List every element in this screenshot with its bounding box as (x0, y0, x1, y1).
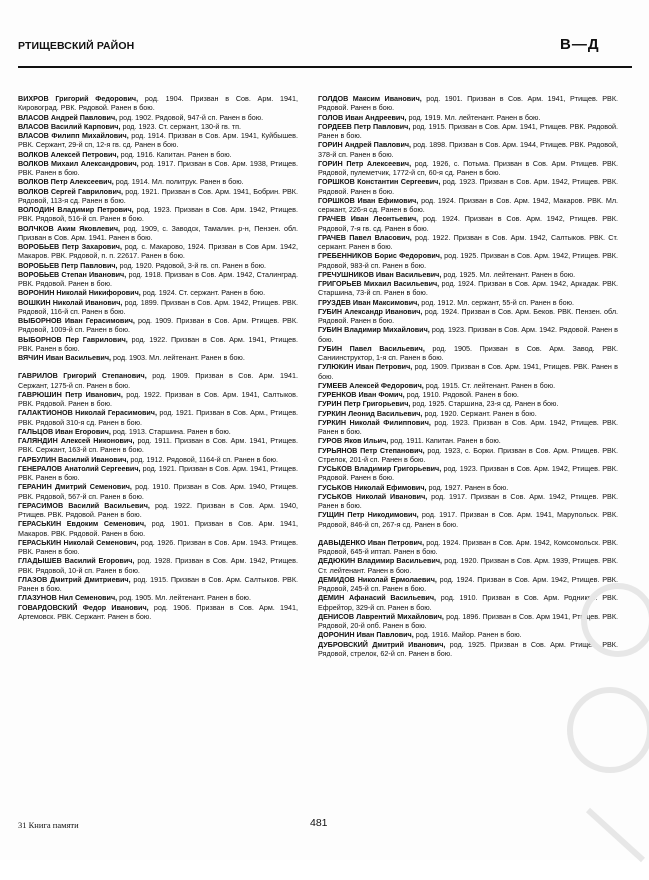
person-name: ГУБИН Павел Васильевич, (318, 343, 425, 353)
person-entry (318, 593, 618, 612)
person-details: род. 1925. Призван в Сов. Арм. 1942, Ртищев. РВК. Рядовой, 983-й сп. Ранен в бою. (318, 251, 618, 270)
person-entry (318, 538, 618, 557)
person-entry (18, 316, 298, 335)
left-column (18, 94, 298, 621)
person-details: род. 1923. Призван в Сов. Арм. 1942, Ртищев. РВК. Ранен в бою. (318, 417, 619, 436)
person-details: род. 1905. Призван в Сов. Арм. Завод. РВК. Саниинструктор, 1-я сп. Ранен в бою. (318, 343, 618, 362)
person-name: ДЕДЮКИН Владимир Васильевич, (318, 556, 443, 566)
person-details: род. 1914. Призван в Сов. Арм. 1941, Куйбышев. РВК. Сержант, 29-й сп, 12-я гв. сд. Ранен в бою. (18, 131, 298, 150)
person-entry (18, 371, 298, 390)
person-entry (18, 593, 298, 602)
person-entry (318, 556, 618, 575)
person-details: род. 1916. Капитан. Ранен в бою. (120, 149, 232, 159)
person-details: род. 1922. Призван в Сов. Арм. 1941, Салтыков. РВК. Рядовой. Ранен в бою. (18, 389, 298, 408)
person-entry (318, 492, 618, 511)
person-details: род. 1910. Призван в Сов. Арм. 1940, Ртищев. РВК. Рядовой, 567-й сп. Ранен в бою. (18, 482, 298, 501)
person-details: род. 1902. Рядовой, 947-й сп. Ранен в бою. (119, 112, 264, 122)
person-details: род. 1898. Призван в Сов. Арм. 1944, Ртищев. РВК. Рядовой, 378-й сп. Ранен в бою. (318, 140, 618, 159)
person-entry (318, 418, 618, 437)
person-entry (318, 612, 618, 631)
person-name: ГЛАЗУНОВ Нил Семенович, (18, 593, 118, 603)
person-name: ГЕРАСИМОВ Василий Васильевич, (18, 500, 150, 510)
person-entry (18, 501, 298, 520)
right-column (318, 94, 618, 658)
person-details: род. 1921. Призван в Сов. Арм. 1941, Бобрин. РВК. Рядовой, 113-я сд. Ранен в бою. (18, 186, 298, 205)
person-name: ДЕМИН Афанасий Васильевич, (318, 593, 436, 603)
person-name: ВЫБОРНОВ Пер Гаврилович, (18, 334, 128, 344)
section-gap (18, 362, 298, 371)
person-details: род. 1921. Призван в Сов. Арм., Ртищев. РВК. Рядовой 310-я сд. Ранен в бою. (18, 408, 299, 427)
person-entry (18, 187, 298, 206)
person-details: род. 1923. Призван в Сов. Арм. 1942, Ртищев. РВК. Рядовой. Ранен в бою. (318, 177, 619, 196)
person-entry (318, 279, 618, 298)
person-name: ГАВРИЛОВ Григорий Степанович, (18, 371, 147, 381)
person-details: род. 1905. Мл. лейтенант. Ранен в бою. (119, 593, 251, 603)
person-entry (318, 177, 618, 196)
person-entry (318, 446, 618, 465)
person-entry (18, 177, 298, 186)
person-details: род. 1911. Призван в Сов. Арм. 1941, Ртищев. РВК. Сержант, 163-й сп. Ранен в бою. (18, 436, 298, 455)
person-name: ДУБРОВСКИЙ Дмитрий Иванович, (318, 639, 446, 649)
person-name: ГЕРАСЬКИН Николай Семенович, (18, 537, 139, 547)
person-entry (318, 630, 618, 639)
person-entry (318, 251, 618, 270)
person-name: ГУБИН Владимир Михайлович, (318, 325, 430, 335)
person-details: род. 1926, с. Потьма. Призван в Сов. Арм. Ртищев. РВК. Рядовой, пулеметчик, 1772-й сп, 60-я сд. Ранен в бою. (318, 158, 618, 177)
person-name: ГОРШКОВ Иван Ефимович, (318, 195, 419, 205)
person-name: ГУСЬКОВ Николай Ефимович, (318, 482, 427, 492)
person-name: ГУРОВ Яков Ильич, (318, 436, 389, 446)
person-name: ДЕМИДОВ Николай Ермолаевич, (318, 574, 437, 584)
person-details: род. 1925. Мл. лейтенант. Ранен в бою. (443, 269, 576, 279)
person-details: род. 1909. Призван в Сов. Арм. 1941, Ртищев. РВК. Ранен в бою. (318, 362, 619, 381)
person-details: род. 1920. Сержант. Ранен в бою. (424, 408, 537, 418)
person-details: род. 1923. Призван в Сов. Арм. 1942, Ртищев. РВК. Рядовой. Ранен в бою. (318, 464, 618, 483)
person-name: ГРИГОРЬЕВ Михаил Васильевич, (318, 279, 440, 288)
person-entry (18, 94, 298, 113)
person-entry (318, 94, 618, 113)
person-entry (18, 427, 298, 436)
person-entry (318, 159, 618, 178)
person-name: ГРАЧЕВ Иван Леонтьевич, (318, 214, 419, 224)
person-name: ГОРИН Андрей Павлович, (318, 140, 412, 150)
person-details: род. 1915. Ст. лейтенант. Ранен в бою. (425, 380, 556, 390)
person-name: ГУРЬЯНОВ Петр Степанович, (318, 445, 425, 455)
person-entry (18, 519, 298, 538)
person-name: ГЛАЗОВ Дмитрий Дмитриевич, (18, 574, 131, 584)
person-details: род. 1919. Мл. лейтенант. Ранен в бою. (408, 112, 541, 122)
person-details: род. 1909, с. Заводск, Тамалин. р-н, Пензен. обл. Призван в Сов. Арм. 1941. Ранен в бою. (18, 223, 298, 242)
person-name: ГУЩИН Петр Никодимович, (318, 510, 419, 520)
person-name: ВОРОБЬЕВ Петр Павлович, (18, 260, 118, 270)
person-name: ГУМЕЕВ Алексей Федорович, (318, 380, 424, 390)
person-name: ВОЛКОВ Михаил Александрович, (18, 158, 139, 168)
person-details: род. 1920. Рядовой, 3-й гв. сп. Ранен в бою. (119, 260, 267, 270)
person-details: род. 1915. Призван в Сов. Арм. Салтыков. РВК. Ранен в бою. (18, 574, 299, 593)
person-entry (318, 233, 618, 252)
person-name: ГОРИН Петр Алексеевич, (318, 158, 412, 168)
person-entry (318, 464, 618, 483)
person-details: род. 1922. Призван в Сов. Арм. 1940, Ртищев. РВК. Рядовой. Ранен в бою. (18, 500, 298, 519)
person-details: род. 1915. Призван в Сов. Арм. 1941, Ртищев. РВК. Рядовой. Ранен в бою. (318, 121, 619, 140)
person-name: ГУРЕНКОВ Иван Фомич, (318, 390, 405, 399)
person-entry (18, 390, 298, 409)
person-name: ГАЛЬЦОВ Иван Егорович, (18, 426, 111, 436)
person-name: ГОЛДОВ Максим Иванович, (318, 94, 422, 103)
person-details: род. 1904. Призван в Сов. Арм. 1941, Кировоград. РВК. Рядовой. Ранен в бою. (18, 94, 299, 113)
person-name: ГРУЗДЕВ Иван Максимович, (318, 297, 420, 307)
person-name: ГОВАРДОВСКИЙ Федор Иванович, (18, 602, 149, 612)
person-entry (318, 270, 618, 279)
person-entry (318, 409, 618, 418)
person-details: род. 1901. Призван в Сов. Арм. 1941, Макаров. РВК. Рядовой. Ранен в бою. (18, 519, 299, 538)
person-entry (18, 436, 298, 455)
person-entry (318, 436, 618, 445)
person-entry (18, 455, 298, 464)
person-name: ВОЛКОВ Алексей Петрович, (18, 149, 119, 159)
person-name: ВОШКИН Николай Иванович, (18, 297, 123, 307)
person-details: род. 1924. Призван в Сов. Арм. 1942, Макаров. РВК. Мл. сержант, 226-я сд. Ранен в бою. (318, 195, 619, 214)
person-name: ВЛАСОВ Андрей Павлович, (18, 112, 118, 122)
person-entry (18, 159, 298, 178)
person-name: ГУСЬКОВ Владимир Григорьевич, (318, 464, 442, 473)
person-details: род. 1917. Призван в Сов. Арм. 1938, Ртищев. РВК. Ранен в бою. (18, 158, 298, 177)
person-details: род. 1926. Призван в Сов. Арм. 1943. Ртищев. РВК. Ранен в бою. (18, 537, 298, 556)
person-details: род. 1923. Призван в Сов. Арм. 1942. Рядовой. Ранен в бою. (318, 325, 618, 344)
person-name: ВЫБОРНОВ Иван Герасимович, (18, 316, 135, 325)
person-name: ВОРОБЬЕВ Петр Захарович, (18, 242, 122, 251)
person-entry (318, 399, 618, 408)
person-name: ГУБИН Александр Иванович, (318, 306, 423, 316)
person-entry (18, 408, 298, 427)
person-entry (318, 113, 618, 122)
person-details: род. 1910. Рядовой. Ранен в бою. (406, 390, 519, 399)
person-details: род. 1896. Призван в Сов. Арм 1941, Ртищев. РВК. Рядовой, 20-й опб. Ранен в бою. (318, 611, 619, 630)
person-entry (318, 196, 618, 215)
person-details: род. 1924. Призван в Сов. Арм. 1942, Ртищев. РВК. Рядовой, 7-я гв. сд. Ранен в бою. (318, 214, 618, 233)
book-series-label: 31 Книга памяти (18, 820, 79, 830)
person-entry (18, 298, 298, 317)
person-details: род. 1910. Призван в Сов. Арм. Родников. РВК. Ефрейтор, 329-й сп. Ранен в бою. (318, 593, 619, 612)
person-details: род. 1928. Призван в Сов. Арм. 1942, Ртищев. РВК. Рядовой, 10-й сп. Ранен в бою. (18, 556, 298, 575)
person-details: род. 1927. Ранен в бою. (428, 482, 509, 492)
person-name: ВЛАСОВ Василий Карпович, (18, 121, 121, 131)
person-entry (318, 390, 618, 399)
person-entry (318, 214, 618, 233)
person-details: род. 1923. Ст. сержант, 130-й гв. тп. (122, 121, 242, 131)
person-name: ГЕРАСЬКИН Евдоким Семенович, (18, 519, 147, 529)
person-details: род. 1909. Призван в Сов. Арм. Ртищев. РВК. Рядовой, 1009-й сп. Ранен в бою. (18, 316, 299, 335)
person-name: ГАВРЮШИН Петр Иванович, (18, 389, 123, 399)
person-entry (18, 131, 298, 150)
person-details: род. 1917. Призван в Сов. Арм. 1942, Ртищев. РВК. Ранен в бою. (318, 491, 618, 510)
person-entry (318, 362, 618, 381)
region-title: РТИЩЕВСКИЙ РАЙОН (18, 40, 135, 52)
person-name: ВОЛОДИН Владимир Петрович, (18, 205, 134, 214)
person-details: род. 1924. Призван в Сов. Арм. 1942, Комсомольск. РВК. Рядовой, 645-й иптап. Ранен в бою. (318, 537, 619, 556)
person-entry (18, 242, 298, 261)
person-name: ВОЛКОВ Петр Алексеевич, (18, 177, 114, 187)
person-details: род. 1921. Призван в Сов. Арм. 1941, Ртищев. РВК. Ранен в бою. (18, 463, 298, 482)
person-details: род. 1909. Призван в Сов. Арм. 1941. Сержант, 1275-й сп. Ранен в бою. (18, 371, 298, 390)
person-name: ДАВЫДЕНКО Иван Петрович, (318, 537, 425, 547)
person-details: род. 1924. Ст. сержант. Ранен в бою. (142, 288, 266, 298)
person-name: ГЕРАНИН Дмитрий Семенович, (18, 482, 132, 492)
person-name: ГЕНЕРАЛОВ Анатолий Сергеевич, (18, 463, 141, 473)
person-name: ГОРШКОВ Константин Сергеевич, (318, 177, 441, 187)
person-entry (18, 464, 298, 483)
person-entry (318, 510, 618, 529)
person-details: род. 1918. Призван в Сов. Арм. 1942, Сталинград. РВК. Рядовой. Ранен в бою. (18, 269, 298, 288)
person-name: ГУРКИН Леонид Васильевич, (318, 408, 423, 418)
person-name: ГРЕЧУШНИКОВ Иван Васильевич, (318, 269, 442, 279)
person-name: ГУСЬКОВ Николай Иванович, (318, 491, 428, 501)
person-details: род. 1924. Призван в Сов. Арм. Беков. РВК. Пензен. обл. Рядовой. Ранен в бою. (318, 306, 619, 325)
letter-range: В—Д (560, 36, 600, 53)
person-entry (318, 140, 618, 159)
person-entry (318, 307, 618, 326)
person-name: ВЯЧИН Иван Васильевич, (18, 353, 111, 362)
person-details: род. 1914. Мл. политрук. Ранен в бою. (115, 177, 244, 187)
person-entry (18, 261, 298, 270)
person-entry (18, 575, 298, 594)
person-name: ГАЛАКТИОНОВ Николай Герасимович, (18, 408, 157, 418)
person-name: ДОРОНИН Иван Павлович, (318, 630, 414, 640)
person-entry (18, 150, 298, 159)
person-details: род. 1925. Старшина, 23-я сд. Ранен в бою. (412, 399, 559, 409)
person-entry (18, 288, 298, 297)
person-entry (18, 603, 298, 622)
person-details: род. 1925. Призван в Сов. Арм. Ртищев. РВК. Рядовой, стрелок, 62-й сп. Ранен в бою. (318, 639, 618, 658)
person-details: род. 1923, с. Борки. Призван в Сов. Арм. Ртищев. РВК. Стрелок, 201-й сп. Ранен в бою. (318, 445, 618, 464)
person-details: род. 1916. Майор. Ранен в бою. (415, 630, 522, 640)
header-rule (18, 66, 632, 68)
person-details: род. 1906. Призван в Сов. Арм. 1941, Артемовск. РВК. Сержант. Ранен в бою. (18, 602, 298, 621)
person-details: род. 1912. Мл. сержант, 55-й сп. Ранен в бою. (421, 297, 575, 307)
person-name: ГУЛЮКИН Иван Петрович, (318, 362, 413, 372)
person-details: род. 1911. Капитан. Ранен в бою. (390, 436, 501, 446)
person-name: ГУРИН Петр Григорьевич, (318, 399, 411, 409)
person-details: род. 1899. Призван в Сов. Арм. 1942, Ртищев. РВК. Рядовой, 116-й сп. Ранен в бою. (18, 297, 299, 316)
person-entry (18, 538, 298, 557)
person-name: ВОРОНИН Николай Никифорович, (18, 288, 141, 298)
person-entry (318, 575, 618, 594)
person-entry (318, 483, 618, 492)
person-name: ГУРКИН Николай Филиппович, (318, 417, 431, 427)
person-details: род. 1912. Рядовой, 1164-й сп. Ранен в бою. (130, 454, 278, 464)
person-entry (18, 335, 298, 354)
section-gap (318, 529, 618, 538)
person-details: род. 1924. Призван в Сов. Арм. 1942, Аркадак. РВК. Старшина, 73-й сп. Ранен в бою. (318, 279, 618, 298)
person-name: ВОРОБЬЕВ Степан Иванович, (18, 269, 127, 279)
person-entry (318, 298, 618, 307)
person-entry (18, 113, 298, 122)
person-details: род. 1922. Призван в Сов. Арм. 1941, Ртищев. РВК. Ранен в бою. (18, 334, 298, 353)
person-entry (18, 205, 298, 224)
person-name: ДЕНИСОВ Лаврентий Михайлович, (318, 611, 444, 621)
person-name: ВОЛЧКОВ Аким Яковлевич, (18, 223, 120, 233)
person-name: ГОЛОВ Иван Андреевич, (318, 112, 407, 122)
person-details: род. с. Макарово, 1924. Призван в Сов Арм. 1942, Макаров. РВК. Рядовой, п. п. 22617. Ранен в бою. (18, 242, 299, 261)
person-name: ГЛАДЫШЕВ Василий Егорович, (18, 556, 135, 566)
person-name: ВОЛКОВ Сергей Гаврилович, (18, 186, 124, 196)
person-entry (18, 270, 298, 289)
person-details: род. 1923. Призван в Сов. Арм. 1942, Ртищев. РВК. Рядовой, 516-й сп. Ранен в бою. (18, 205, 298, 224)
person-details: род. 1924. Призван в Сов. Арм. 1942, Ртищев. РВК. Рядовой, 245-й сп. Ранен в бою. (318, 574, 618, 593)
page-number: 481 (310, 817, 328, 829)
person-entry (18, 482, 298, 501)
person-entry (18, 556, 298, 575)
person-name: ГАРБУЛИН Василий Иванович, (18, 454, 129, 464)
person-entry (318, 640, 618, 659)
person-details: род. 1903. Мл. лейтенант. Ранен в бою. (113, 353, 245, 362)
person-name: ГРЕБЕННИКОВ Борис Федорович, (318, 251, 442, 261)
person-name: ГРАЧЕВ Павел Власович, (318, 232, 412, 242)
person-details: род. 1913. Старшина. Ранен в бою. (112, 426, 231, 436)
person-entry (318, 122, 618, 141)
person-details: род. 1922. Призван в Сов. Арм. 1942, Салтыков. РВК. Ст. сержант. Ранен в бою. (318, 232, 618, 251)
person-entry (18, 224, 298, 243)
person-name: ГОРДЕЕВ Петр Павлович, (318, 121, 411, 131)
person-name: ВЛАСОВ Филипп Михайлович, (18, 131, 129, 140)
person-name: ГАЛЯНДИН Алексей Никонович, (18, 436, 135, 445)
person-details: род. 1917. Призван в Сов. Арм. 1941, Марупольск. РВК. Рядовой, 846-й сп, 267-я сд. Ранен в бою. (318, 510, 618, 529)
person-name: ВИХРОВ Григорий Федорович, (18, 94, 139, 103)
person-entry (318, 344, 618, 363)
person-details: род. 1920. Призван в Сов. Арм. 1939, Ртищев. РВК. Ст. лейтенант. Ранен в бою. (318, 556, 619, 575)
person-entry (318, 325, 618, 344)
person-entry (18, 122, 298, 131)
person-entry (318, 381, 618, 390)
person-details: род. 1901. Призван в Сов. Арм. 1941, Ртищев. РВК. Рядовой. Ранен в бою. (318, 94, 618, 113)
person-entry (18, 353, 298, 362)
